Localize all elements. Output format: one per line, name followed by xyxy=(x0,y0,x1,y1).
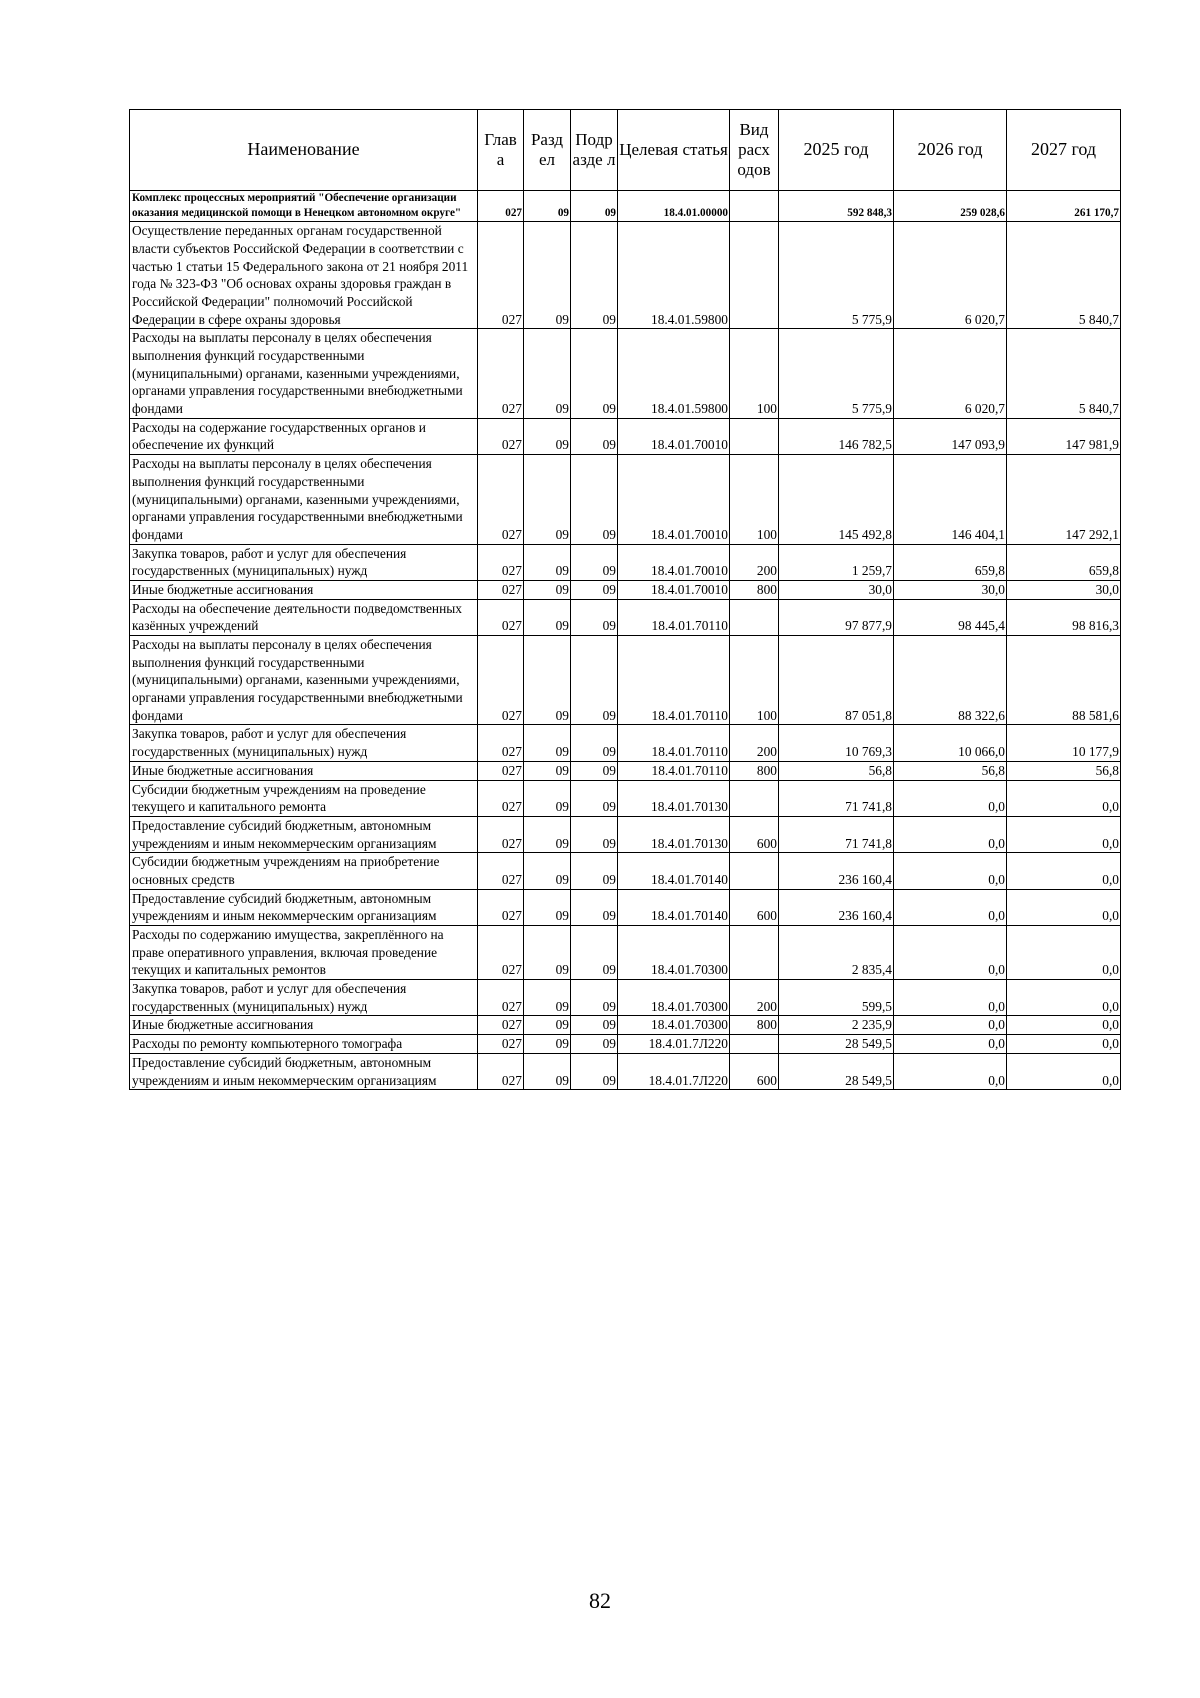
row-2025: 28 549,5 xyxy=(779,1035,894,1054)
row-podrazdel: 09 xyxy=(571,329,618,418)
header-2026: 2026 год xyxy=(894,110,1007,191)
row-target: 18.4.01.70300 xyxy=(618,980,730,1016)
row-2025: 28 549,5 xyxy=(779,1053,894,1089)
row-target: 18.4.01.70140 xyxy=(618,889,730,925)
row-target: 18.4.01.70010 xyxy=(618,455,730,544)
table-header-row xyxy=(130,110,1121,191)
row-2025: 71 741,8 xyxy=(779,780,894,816)
row-vid xyxy=(730,222,779,329)
row-vid: 200 xyxy=(730,544,779,580)
row-target: 18.4.01.70010 xyxy=(618,418,730,454)
row-podrazdel: 09 xyxy=(571,725,618,761)
row-2025: 1 259,7 xyxy=(779,544,894,580)
row-razdel: 09 xyxy=(524,780,571,816)
row-vid xyxy=(730,599,779,635)
row-2025: 97 877,9 xyxy=(779,599,894,635)
row-2027: 0,0 xyxy=(1007,1035,1121,1054)
row-2027: 0,0 xyxy=(1007,1016,1121,1035)
row-2026: 56,8 xyxy=(894,761,1007,780)
row-glava: 027 xyxy=(478,1035,524,1054)
row-2025: 30,0 xyxy=(779,580,894,599)
row-target: 18.4.01.70130 xyxy=(618,780,730,816)
table-row xyxy=(130,1053,1121,1089)
row-razdel: 09 xyxy=(524,1016,571,1035)
row-razdel: 09 xyxy=(524,761,571,780)
row-glava: 027 xyxy=(478,599,524,635)
row-target: 18.4.01.70130 xyxy=(618,816,730,852)
row-name: Осуществление переданных органам государственной власти субъектов Российской Федерации в соответствии с частью 1 статьи 15 Федерального закона от 21 ноября 2011 года № 323-ФЗ "Об основах охраны здоровья граждан в Российской Федерации" полномочий Российской Федерации в сфере охраны здоровья xyxy=(130,222,478,329)
row-target: 18.4.01.70300 xyxy=(618,1016,730,1035)
row-2026: 0,0 xyxy=(894,1016,1007,1035)
row-podrazdel: 09 xyxy=(571,544,618,580)
row-2026: 0,0 xyxy=(894,889,1007,925)
row-target: 18.4.01.70010 xyxy=(618,544,730,580)
row-razdel: 09 xyxy=(524,926,571,980)
row-glava: 027 xyxy=(478,980,524,1016)
row-2026: 6 020,7 xyxy=(894,222,1007,329)
row-2025: 2 235,9 xyxy=(779,1016,894,1035)
row-vid xyxy=(730,926,779,980)
row-2027: 98 816,3 xyxy=(1007,599,1121,635)
row-vid: 600 xyxy=(730,889,779,925)
row-glava: 027 xyxy=(478,455,524,544)
row-name: Расходы на выплаты персоналу в целях обеспечения выполнения функций государственными (муниципальными) органами, казенными учреждениями, органами управления государственными внебюджетными фондами xyxy=(130,636,478,725)
row-name: Иные бюджетные ассигнования xyxy=(130,580,478,599)
row-podrazdel: 09 xyxy=(571,580,618,599)
row-vid xyxy=(730,191,779,222)
row-razdel: 09 xyxy=(524,1035,571,1054)
row-razdel: 09 xyxy=(524,329,571,418)
row-2026: 0,0 xyxy=(894,853,1007,889)
row-vid xyxy=(730,1035,779,1054)
table-row xyxy=(130,761,1121,780)
row-razdel: 09 xyxy=(524,1053,571,1089)
row-podrazdel: 09 xyxy=(571,418,618,454)
row-2026: 98 445,4 xyxy=(894,599,1007,635)
row-name: Закупка товаров, работ и услуг для обеспечения государственных (муниципальных) нужд xyxy=(130,544,478,580)
row-name: Субсидии бюджетным учреждениям на проведение текущего и капитального ремонта xyxy=(130,780,478,816)
page-number: 82 xyxy=(589,1588,611,1613)
table-row xyxy=(130,418,1121,454)
row-2025: 71 741,8 xyxy=(779,816,894,852)
row-razdel: 09 xyxy=(524,455,571,544)
row-glava: 027 xyxy=(478,780,524,816)
row-2026: 259 028,6 xyxy=(894,191,1007,222)
row-target: 18.4.01.7Л220 xyxy=(618,1053,730,1089)
row-2027: 147 292,1 xyxy=(1007,455,1121,544)
row-2026: 146 404,1 xyxy=(894,455,1007,544)
row-vid: 800 xyxy=(730,580,779,599)
row-2026: 0,0 xyxy=(894,780,1007,816)
header-2025: 2025 год xyxy=(779,110,894,191)
row-glava: 027 xyxy=(478,222,524,329)
row-razdel: 09 xyxy=(524,580,571,599)
row-2025: 5 775,9 xyxy=(779,329,894,418)
table-row xyxy=(130,580,1121,599)
table-row xyxy=(130,636,1121,725)
row-vid: 200 xyxy=(730,980,779,1016)
row-name: Предоставление субсидий бюджетным, автономным учреждениям и иным некоммерческим организациям xyxy=(130,1053,478,1089)
row-razdel: 09 xyxy=(524,853,571,889)
row-name: Расходы на содержание государственных органов и обеспечение их функций xyxy=(130,418,478,454)
row-glava: 027 xyxy=(478,926,524,980)
row-podrazdel: 09 xyxy=(571,816,618,852)
row-vid: 100 xyxy=(730,329,779,418)
table-row xyxy=(130,329,1121,418)
row-2025: 236 160,4 xyxy=(779,889,894,925)
table-row xyxy=(130,544,1121,580)
row-name: Иные бюджетные ассигнования xyxy=(130,761,478,780)
row-2027: 0,0 xyxy=(1007,980,1121,1016)
row-2026: 10 066,0 xyxy=(894,725,1007,761)
table-row xyxy=(130,1016,1121,1035)
row-2025: 592 848,3 xyxy=(779,191,894,222)
header-2027: 2027 год xyxy=(1007,110,1121,191)
row-target: 18.4.01.70110 xyxy=(618,725,730,761)
row-2027: 5 840,7 xyxy=(1007,222,1121,329)
row-podrazdel: 09 xyxy=(571,1035,618,1054)
row-glava: 027 xyxy=(478,418,524,454)
row-vid: 800 xyxy=(730,1016,779,1035)
row-glava: 027 xyxy=(478,761,524,780)
row-name: Расходы на выплаты персоналу в целях обеспечения выполнения функций государственными (муниципальными) органами, казенными учреждениями, органами управления государственными внебюджетными фондами xyxy=(130,455,478,544)
table-row xyxy=(130,780,1121,816)
row-2027: 30,0 xyxy=(1007,580,1121,599)
row-razdel: 09 xyxy=(524,599,571,635)
row-glava: 027 xyxy=(478,816,524,852)
row-vid xyxy=(730,418,779,454)
row-podrazdel: 09 xyxy=(571,1016,618,1035)
row-target: 18.4.01.00000 xyxy=(618,191,730,222)
row-target: 18.4.01.59800 xyxy=(618,222,730,329)
row-glava: 027 xyxy=(478,1016,524,1035)
row-vid: 600 xyxy=(730,1053,779,1089)
row-target: 18.4.01.70110 xyxy=(618,599,730,635)
row-name: Закупка товаров, работ и услуг для обеспечения государственных (муниципальных) нужд xyxy=(130,725,478,761)
row-2025: 5 775,9 xyxy=(779,222,894,329)
row-glava: 027 xyxy=(478,853,524,889)
row-target: 18.4.01.70010 xyxy=(618,580,730,599)
row-glava: 027 xyxy=(478,725,524,761)
row-glava: 027 xyxy=(478,191,524,222)
row-target: 18.4.01.70110 xyxy=(618,761,730,780)
row-podrazdel: 09 xyxy=(571,191,618,222)
row-name: Субсидии бюджетным учреждениям на приобретение основных средств xyxy=(130,853,478,889)
row-name: Иные бюджетные ассигнования xyxy=(130,1016,478,1035)
row-podrazdel: 09 xyxy=(571,599,618,635)
row-podrazdel: 09 xyxy=(571,1053,618,1089)
row-2027: 0,0 xyxy=(1007,889,1121,925)
row-2026: 0,0 xyxy=(894,980,1007,1016)
row-2026: 30,0 xyxy=(894,580,1007,599)
table-row xyxy=(130,222,1121,329)
row-2025: 146 782,5 xyxy=(779,418,894,454)
row-podrazdel: 09 xyxy=(571,889,618,925)
row-vid: 800 xyxy=(730,761,779,780)
row-name: Расходы по содержанию имущества, закреплённого на праве оперативного управления, включая проведение текущих и капитальных ремонтов xyxy=(130,926,478,980)
budget-table xyxy=(129,109,1121,1090)
row-vid: 200 xyxy=(730,725,779,761)
table-row xyxy=(130,599,1121,635)
row-vid: 100 xyxy=(730,636,779,725)
row-glava: 027 xyxy=(478,636,524,725)
row-name: Предоставление субсидий бюджетным, автономным учреждениям и иным некоммерческим организациям xyxy=(130,816,478,852)
table-row xyxy=(130,926,1121,980)
row-2026: 0,0 xyxy=(894,816,1007,852)
table-row xyxy=(130,853,1121,889)
row-razdel: 09 xyxy=(524,725,571,761)
row-2026: 0,0 xyxy=(894,1053,1007,1089)
row-2027: 0,0 xyxy=(1007,780,1121,816)
row-2026: 0,0 xyxy=(894,1035,1007,1054)
row-podrazdel: 09 xyxy=(571,980,618,1016)
row-2026: 6 020,7 xyxy=(894,329,1007,418)
row-razdel: 09 xyxy=(524,544,571,580)
row-name: Комплекс процессных мероприятий "Обеспечение организации оказания медицинской помощи в Ненецком автономном округе" xyxy=(130,191,478,222)
row-vid: 600 xyxy=(730,816,779,852)
row-2026: 0,0 xyxy=(894,926,1007,980)
header-target: Целевая статья xyxy=(618,110,730,191)
row-2027: 261 170,7 xyxy=(1007,191,1121,222)
row-vid xyxy=(730,780,779,816)
row-razdel: 09 xyxy=(524,418,571,454)
row-2025: 145 492,8 xyxy=(779,455,894,544)
row-name: Расходы на выплаты персоналу в целях обеспечения выполнения функций государственными (муниципальными) органами, казенными учреждениями, органами управления государственными внебюджетными фондами xyxy=(130,329,478,418)
row-podrazdel: 09 xyxy=(571,780,618,816)
row-2025: 599,5 xyxy=(779,980,894,1016)
header-podrazdel: Подр азде л xyxy=(571,110,618,191)
row-2027: 5 840,7 xyxy=(1007,329,1121,418)
row-2025: 10 769,3 xyxy=(779,725,894,761)
row-razdel: 09 xyxy=(524,222,571,329)
row-2026: 88 322,6 xyxy=(894,636,1007,725)
table-row xyxy=(130,725,1121,761)
row-2027: 147 981,9 xyxy=(1007,418,1121,454)
row-target: 18.4.01.70110 xyxy=(618,636,730,725)
row-podrazdel: 09 xyxy=(571,636,618,725)
header-vid: Вид расх одов xyxy=(730,110,779,191)
row-name: Предоставление субсидий бюджетным, автономным учреждениям и иным некоммерческим организациям xyxy=(130,889,478,925)
row-podrazdel: 09 xyxy=(571,853,618,889)
row-target: 18.4.01.59800 xyxy=(618,329,730,418)
row-2025: 236 160,4 xyxy=(779,853,894,889)
table-row xyxy=(130,816,1121,852)
row-glava: 027 xyxy=(478,329,524,418)
row-vid xyxy=(730,853,779,889)
row-razdel: 09 xyxy=(524,191,571,222)
row-2026: 147 093,9 xyxy=(894,418,1007,454)
table-row xyxy=(130,980,1121,1016)
row-2027: 0,0 xyxy=(1007,853,1121,889)
row-name: Закупка товаров, работ и услуг для обеспечения государственных (муниципальных) нужд xyxy=(130,980,478,1016)
table-row xyxy=(130,455,1121,544)
row-2027: 56,8 xyxy=(1007,761,1121,780)
row-razdel: 09 xyxy=(524,980,571,1016)
row-2025: 2 835,4 xyxy=(779,926,894,980)
header-razdel: Разд ел xyxy=(524,110,571,191)
row-razdel: 09 xyxy=(524,636,571,725)
row-podrazdel: 09 xyxy=(571,761,618,780)
row-2027: 0,0 xyxy=(1007,816,1121,852)
row-glava: 027 xyxy=(478,580,524,599)
row-2025: 56,8 xyxy=(779,761,894,780)
row-target: 18.4.01.70140 xyxy=(618,853,730,889)
table-row xyxy=(130,191,1121,222)
row-2027: 88 581,6 xyxy=(1007,636,1121,725)
row-2027: 10 177,9 xyxy=(1007,725,1121,761)
row-2026: 659,8 xyxy=(894,544,1007,580)
row-name: Расходы по ремонту компьютерного томографа xyxy=(130,1035,478,1054)
row-glava: 027 xyxy=(478,889,524,925)
row-podrazdel: 09 xyxy=(571,926,618,980)
row-podrazdel: 09 xyxy=(571,222,618,329)
row-razdel: 09 xyxy=(524,816,571,852)
header-glava: Глав а xyxy=(478,110,524,191)
table-body xyxy=(130,191,1121,1090)
row-2027: 0,0 xyxy=(1007,1053,1121,1089)
row-target: 18.4.01.70300 xyxy=(618,926,730,980)
row-vid: 100 xyxy=(730,455,779,544)
header-name: Наименование xyxy=(130,110,478,191)
row-name: Расходы на обеспечение деятельности подведомственных казённых учреждений xyxy=(130,599,478,635)
row-glava: 027 xyxy=(478,1053,524,1089)
table-row xyxy=(130,1035,1121,1054)
row-podrazdel: 09 xyxy=(571,455,618,544)
row-razdel: 09 xyxy=(524,889,571,925)
row-glava: 027 xyxy=(478,544,524,580)
row-2027: 0,0 xyxy=(1007,926,1121,980)
row-target: 18.4.01.7Л220 xyxy=(618,1035,730,1054)
row-2025: 87 051,8 xyxy=(779,636,894,725)
row-2027: 659,8 xyxy=(1007,544,1121,580)
table-row xyxy=(130,889,1121,925)
